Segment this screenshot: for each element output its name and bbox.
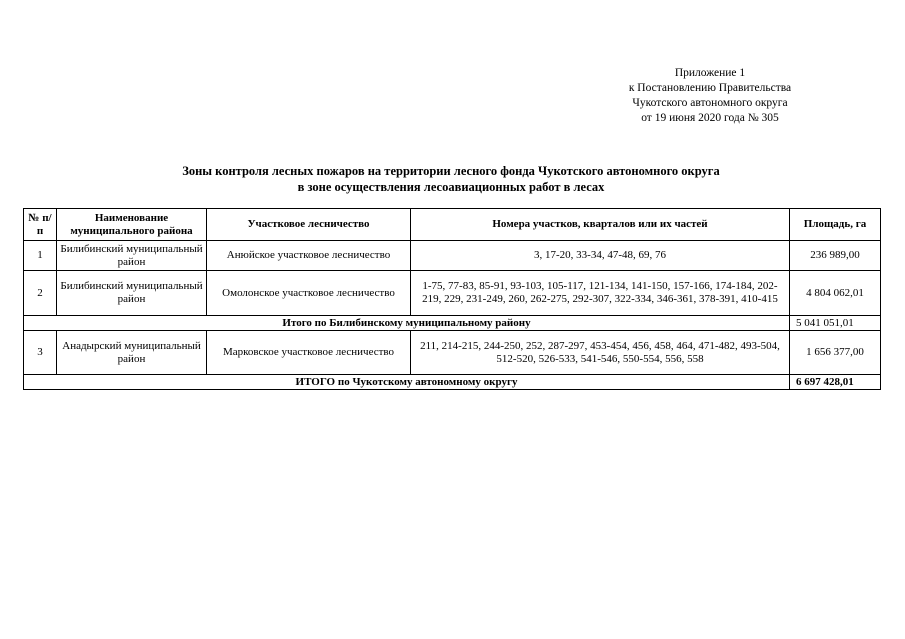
table-row [24, 271, 881, 316]
cell-area: 1 656 377,00 [790, 331, 881, 375]
total-area: 6 697 428,01 [790, 375, 881, 390]
header-numbers: Номера участков, кварталов или их частей [411, 209, 790, 241]
header-num: № п/п [24, 209, 57, 241]
cell-numbers: 3, 17-20, 33-34, 47-48, 69, 76 [411, 241, 790, 271]
cell-num: 3 [24, 331, 57, 375]
cell-district: Билибинский муниципальный район [57, 241, 207, 271]
table-header-row [24, 209, 881, 241]
zones-table [23, 208, 881, 390]
cell-district: Билибинский муниципальный район [57, 271, 207, 316]
cell-forestry: Анюйское участковое лесничество [207, 241, 411, 271]
cell-district: Анадырский муниципальный район [57, 331, 207, 375]
subtotal-row [24, 316, 881, 331]
total-label: ИТОГО по Чукотскому автономному округу [24, 375, 790, 390]
cell-area: 236 989,00 [790, 241, 881, 271]
appendix-line-3: Чукотского автономного округа [632, 97, 788, 109]
title-line-1: Зоны контроля лесных пожаров на территории лесного фонда Чукотского автономного округа [182, 164, 720, 178]
appendix-header [560, 66, 860, 126]
table-row [24, 241, 881, 271]
appendix-line-2: к Постановлению Правительства [628, 82, 792, 94]
table-row [24, 331, 881, 375]
subtotal-area: 5 041 051,01 [790, 316, 881, 331]
header-area: Площадь, га [790, 209, 881, 241]
header-forestry: Участковое лесничество [207, 209, 411, 241]
cell-num: 2 [24, 271, 57, 316]
document-title [22, 163, 880, 195]
cell-forestry: Марковское участковое лесничество [207, 331, 411, 375]
total-row [24, 375, 881, 390]
cell-num: 1 [24, 241, 57, 271]
cell-numbers: 1-75, 77-83, 85-91, 93-103, 105-117, 121-134, 141-150, 157-166, 174-184, 202-219, 229, 231-249, 260, 262-275, 292-307, 322-334, 346-361, 378-391, 410-415 [411, 271, 790, 316]
cell-numbers: 211, 214-215, 244-250, 252, 287-297, 453-454, 456, 458, 464, 471-482, 493-504, 512-520, 526-533, 541-546, 550-554, 556, 558 [411, 331, 790, 375]
appendix-line-1: Приложение 1 [674, 67, 746, 79]
cell-forestry: Омолонское участковое лесничество [207, 271, 411, 316]
title-line-2: в зоне осуществления лесоавиационных работ в лесах [297, 180, 605, 194]
subtotal-label: Итого по Билибинскому муниципальному району [24, 316, 790, 331]
header-district: Наименование муниципального района [57, 209, 207, 241]
cell-area: 4 804 062,01 [790, 271, 881, 316]
appendix-line-4: от 19 июня 2020 года № 305 [641, 112, 779, 124]
